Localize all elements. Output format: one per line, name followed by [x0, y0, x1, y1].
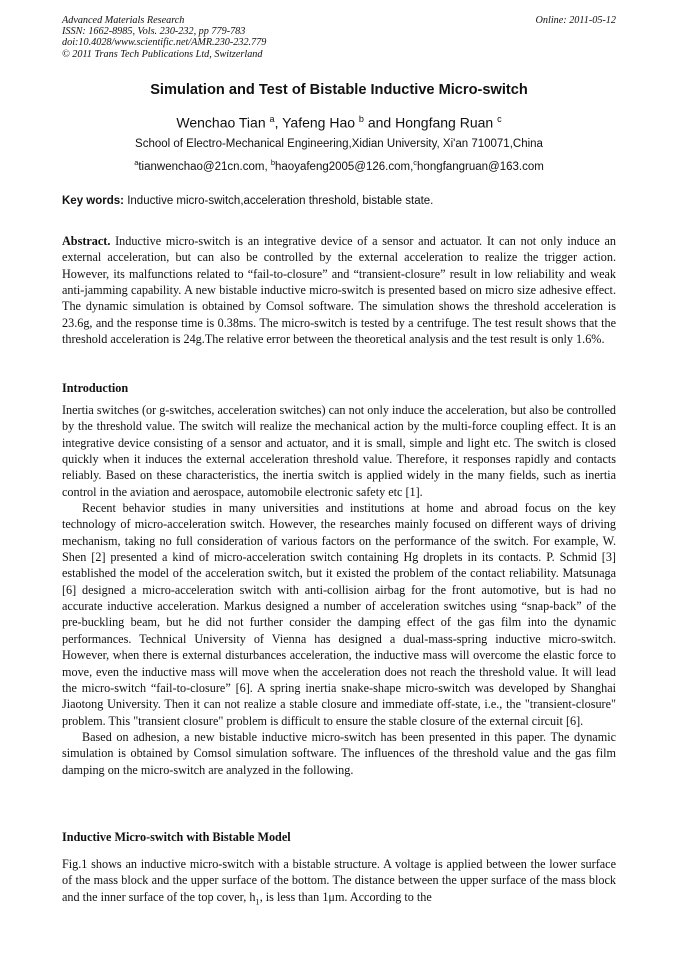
subscript: 1	[255, 896, 260, 907]
paragraph-text: Fig.1 shows an inductive micro-switch with a bistable structure. A voltage is applied between the lower surface of the mass block and the upper surface of the bottom. The distance between the upper surface of the mass block and the inner surface of the top cover, h	[62, 857, 616, 904]
section-heading: Inductive Micro-switch with Bistable Model	[62, 830, 291, 844]
author-mark: c	[497, 114, 502, 124]
issn-line: ISSN: 1662-8985, Vols. 230-232, pp 779-783	[62, 26, 246, 38]
keywords-label: Key words:	[62, 195, 124, 207]
author-separator: ,	[274, 114, 283, 131]
email-mark: a	[134, 158, 139, 167]
affiliation: School of Electro-Mechanical Engineering,Xidian University, Xi'an 710071,China	[135, 138, 543, 150]
author-name: Hongfang Ruan	[395, 114, 494, 131]
author-name: Yafeng Hao	[282, 114, 356, 131]
paragraph: Based on adhesion, a new bistable inductive micro-switch has been presented in this paper. The dynamic simulation is obtained by Comsol simulation software. The influences of the threshold value and the gas film damping on the micro-switch are analyzed in the following.	[62, 729, 616, 777]
model-section-body	[62, 856, 616, 909]
email-address: hongfangruan@163.com	[417, 160, 544, 173]
section-heading: Introduction	[62, 381, 129, 395]
paper-title: Simulation and Test of Bistable Inductive Micro-switch	[150, 82, 528, 98]
author-mark: b	[358, 114, 364, 124]
introduction-section-heading	[62, 380, 616, 396]
email-address: tianwenchao@21cn.com,	[138, 160, 271, 173]
paragraph: Inertia switches (or g-switches, acceleration switches) can not only induce the acceleration, but also be controlled by the threshold value. The switch will realize the mechanical action by the multi-force coupling effect. It is an integrative device consisting of a sensor and actuator, and it is small, simple and light etc. The switch is closed quickly when it induces the external acceleration threshold value. Therefore, it responses rapidly and contacts reliably. Based on these characteristics, the inertia switch is applied widely in the many fields, such as inertia control in the aviation and aerospace, automobile electronic safety etc [1].	[62, 403, 616, 499]
model-section-heading	[62, 829, 616, 845]
email-mark: b	[270, 158, 276, 167]
paragraph	[62, 856, 616, 909]
author-name: Wenchao Tian	[176, 114, 266, 131]
author-line	[0, 114, 678, 131]
author-separator: and	[363, 114, 396, 131]
email-address: haoyafeng2005@126.com,	[275, 160, 414, 173]
abstract-label: Abstract.	[62, 234, 111, 248]
email-line	[0, 158, 678, 173]
introduction-body	[62, 402, 616, 778]
author-mark: a	[269, 114, 275, 124]
doi-line: doi:10.4028/www.scientific.net/AMR.230-232.779	[62, 37, 267, 49]
keywords	[62, 195, 616, 207]
keywords-text: Inductive micro-switch,acceleration threshold, bistable state.	[127, 195, 434, 207]
journal-name: Advanced Materials Research	[62, 15, 185, 26]
paragraph-text: , is less than 1μm. According to the	[259, 889, 432, 904]
paragraph: Recent behavior studies in many universities and institutions at home and abroad focus on the key technology of micro-acceleration switch. However, the researches mainly focused on different ways of driving mechanism, taking no full consideration of various factors on the performance of the switch. For example, W. Shen [2] presented a kind of micro-acceleration switch containing Hg droplets in its contacts. P. Schmid [3] established the model of the acceleration switch, but it existed the problem of the contact reliability. Matsunaga [6] designed a micro-acceleration switch with anti-collision airbag for the front automotive, but is had no accurate inductive acceleration. Markus designed a number of acceleration switches using “snap-back” of the pre-buckling beam, but he did not further consider the damping effect of the gas film into the dynamic performances. Technical University of Vienna has designed a dual-mass-spring inductive micro-switch. However, when there is external disturbances acceleration, the inductive mass will overcome the elastic force to move, even the inductive mass will move when the acceleration does not reach the threshold value. It will lead the micro-switch “fail-to-closure” [6]. A spring inertia snake-shape micro-switch was developed by Shanghai Jiaotong University. Then it can not realize a stable closure and immediate off-state, i.e., the "transient-closure" problem. This "transient closure" problem is difficult to ensure the stable closure of the external circuit [6].	[62, 501, 616, 728]
online-date: Online: 2011-05-12	[535, 15, 616, 26]
email-mark: c	[413, 158, 418, 167]
abstract-section	[62, 233, 616, 347]
abstract-text: Inductive micro-switch is an integrative device of a sensor and actuator. It can not only induce an external acceleration, but can also be controlled by the external acceleration to realize the trigger action. However, its malfunctions related to “fail-to-closure” and “transient-closure” result in low reliability and weak anti-jamming capability. A new bistable inductive micro-switch is presented based on micro size adhesive effect. The dynamic simulation is obtained by Comsol software. The simulation shows the threshold acceleration is 23.6g, and the response time is 0.38ms. The micro-switch is tested by a centrifuge. The test result shows that the threshold acceleration is 24g.The relative error between the theoretical analysis and the test result is only 1.6%.	[62, 234, 616, 347]
journal-header	[62, 15, 616, 60]
copyright-line: © 2011 Trans Tech Publications Ltd, Switzerland	[62, 48, 263, 60]
